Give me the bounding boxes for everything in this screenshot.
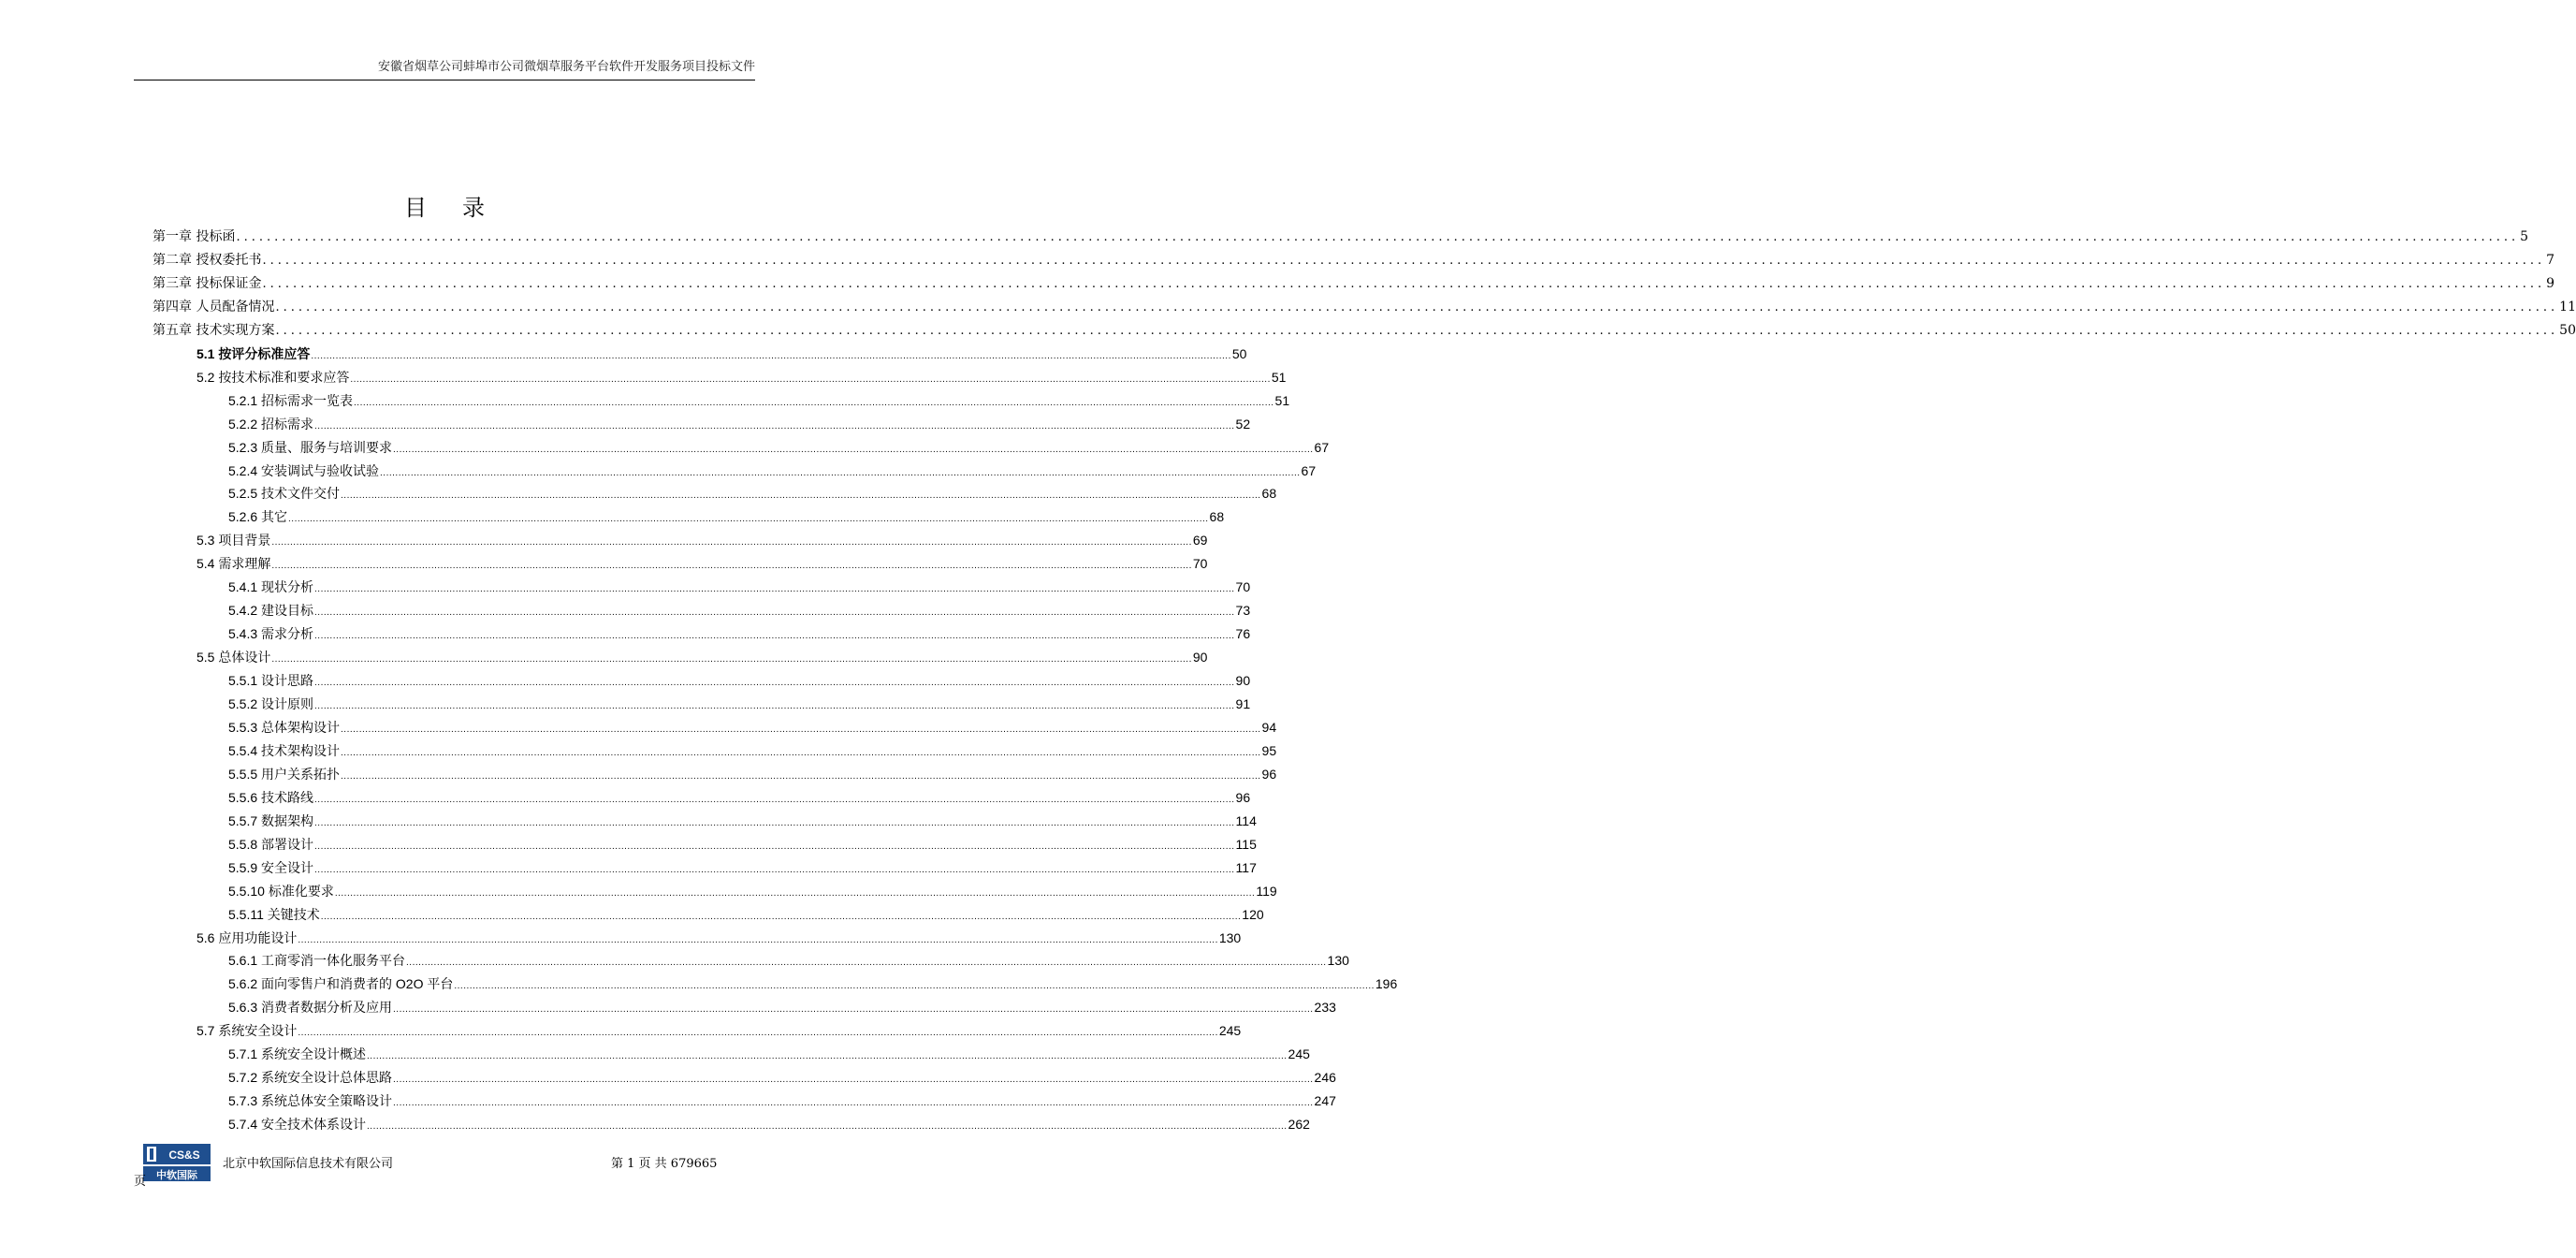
toc-entry-label: 5.2 按技术标准和要求应答 <box>196 369 350 385</box>
toc-entry[interactable] <box>228 1090 1336 1111</box>
toc-entry-label: 5.2.4 安装调试与验收试验 <box>228 462 380 478</box>
toc-leader-dots: ............................................................................................................................................................................................................................................................................................................ <box>275 300 2559 314</box>
toc-entry[interactable] <box>228 623 1251 644</box>
toc-entry-label: 第五章 技术实现方案 <box>153 322 275 338</box>
toc-entry[interactable] <box>228 973 1398 994</box>
toc-leader-dots: ............................................................................................................................................................................................................................................................................................................ <box>314 794 1235 805</box>
toc-leader-dots: ............................................................................................................................................................................................................................................................................................................ <box>367 1121 1288 1133</box>
toc-entry-label: 5.4.3 需求分析 <box>228 626 314 642</box>
toc-leader-dots: ............................................................................................................................................................................................................................................................................................................ <box>271 561 1192 572</box>
footer-page-tail: 页 <box>134 1175 147 1189</box>
toc-leader-dots: ............................................................................................................................................................................................................................................................................................................ <box>236 230 2520 244</box>
toc-entry[interactable] <box>228 694 1251 714</box>
toc-entry[interactable] <box>196 1020 1242 1041</box>
toc-leader-dots: ............................................................................................................................................................................................................................................................................................................ <box>314 631 1235 642</box>
toc-entry-label: 5.5.2 设计原则 <box>228 696 314 711</box>
toc-entry-label: 5.2.5 技术文件交付 <box>228 486 341 502</box>
toc-entry-page: 11 <box>2559 299 2576 314</box>
toc-entry-page: 245 <box>1288 1046 1310 1062</box>
toc-entry-page: 90 <box>1235 673 1251 689</box>
toc-leader-dots: ............................................................................................................................................................................................................................................................................................................ <box>298 1028 1218 1039</box>
toc-entry[interactable] <box>153 227 2529 247</box>
toc-entry[interactable] <box>196 647 1208 667</box>
toc-entry-label: 5.7 系统安全设计 <box>196 1023 298 1039</box>
toc-entry-label: 5.2.6 其它 <box>228 509 288 525</box>
toc-entry-page: 94 <box>1261 719 1277 735</box>
toc-entry-label: 5.1 按评分标准应答 <box>196 345 311 361</box>
toc-entry-page: 91 <box>1235 696 1251 711</box>
toc-entry-page: 9 <box>2546 275 2555 291</box>
toc-leader-dots: ............................................................................................................................................................................................................................................................................................................ <box>341 490 1261 502</box>
toc-leader-dots: ............................................................................................................................................................................................................................................................................................................ <box>454 981 1375 992</box>
toc-entry-label: 第三章 投标保证金 <box>153 275 262 291</box>
toc-entry[interactable] <box>228 950 1349 971</box>
toc-entry-label: 5.2.2 招标需求 <box>228 416 314 432</box>
toc-entry[interactable] <box>228 997 1336 1017</box>
toc-leader-dots: ............................................................................................................................................................................................................................................................................................................ <box>380 467 1301 478</box>
toc-entry-label: 5.5.6 技术路线 <box>228 789 314 805</box>
toc-entry-label: 5.6.2 面向零售户和消费者的 O2O 平台 <box>228 976 454 992</box>
toc-entry[interactable] <box>228 764 1277 784</box>
toc-entry-label: 5.5.5 用户关系拓扑 <box>228 766 341 782</box>
toc-entry-label: 5.5.4 技术架构设计 <box>228 742 341 758</box>
toc-entry-label: 5.4 需求理解 <box>196 556 271 572</box>
toc-entry-label: 第四章 人员配备情况 <box>153 299 275 314</box>
toc-entry-page: 90 <box>1192 650 1208 666</box>
toc-leader-dots: ............................................................................................................................................................................................................................................................................................................ <box>406 958 1327 969</box>
toc-leader-dots: ............................................................................................................................................................................................................................................................................................................ <box>275 323 2559 338</box>
toc-entry-label: 5.5.1 设计思路 <box>228 673 314 689</box>
toc-entry[interactable] <box>228 1067 1336 1088</box>
toc-entry-label: 5.7.1 系统安全设计概述 <box>228 1046 367 1062</box>
toc-leader-dots: ............................................................................................................................................................................................................................................................................................................ <box>393 1004 1314 1016</box>
toc-entry-label: 5.5.8 部署设计 <box>228 836 314 852</box>
toc-entry[interactable] <box>228 461 1317 481</box>
toc-entry-label: 5.4.1 现状分析 <box>228 579 314 595</box>
toc-entry-page: 67 <box>1301 462 1317 478</box>
toc-entry-page: 70 <box>1235 579 1251 595</box>
toc-leader-dots: ............................................................................................................................................................................................................................................................................................................ <box>314 584 1235 595</box>
toc-entry[interactable] <box>153 297 2576 317</box>
toc-leader-dots: ............................................................................................................................................................................................................................................................................................................ <box>271 654 1192 666</box>
toc-entry-label: 5.5 总体设计 <box>196 650 271 666</box>
page-header <box>134 56 755 80</box>
toc-entry[interactable] <box>228 787 1251 808</box>
toc-leader-dots: ............................................................................................................................................................................................................................................................................................................ <box>298 934 1218 945</box>
toc-entry-label: 5.7.3 系统总体安全策略设计 <box>228 1093 393 1109</box>
page-footer <box>134 1144 755 1189</box>
toc-entry[interactable] <box>196 530 1208 550</box>
toc-entry-label: 5.7.4 安全技术体系设计 <box>228 1117 367 1133</box>
toc-entry-label: 5.5.7 数据架构 <box>228 812 314 828</box>
header-text: 安徽省烟草公司蚌埠市公司微烟草服务平台软件开发服务项目投标文件 <box>377 60 755 74</box>
toc-entry[interactable] <box>228 811 1257 831</box>
toc-entry-page: 233 <box>1314 1000 1336 1016</box>
toc-entry-page: 262 <box>1288 1117 1310 1133</box>
toc-entry-label: 第二章 授权委托书 <box>153 252 262 268</box>
toc-leader-dots: ............................................................................................................................................................................................................................................................................................................ <box>314 864 1235 875</box>
toc-entry[interactable] <box>228 414 1251 434</box>
footer-page-info: 第 1 页 共 679665 <box>611 1157 718 1171</box>
toc-entry[interactable] <box>228 577 1251 597</box>
toc-entry-label: 5.5.9 安全设计 <box>228 859 314 875</box>
toc-entry-page: 130 <box>1327 953 1349 969</box>
toc-leader-dots: ............................................................................................................................................................................................................................................................................................................ <box>314 817 1235 828</box>
toc-entry-label: 5.2.1 招标需求一览表 <box>228 392 354 408</box>
toc-entry-page: 76 <box>1235 626 1251 642</box>
toc-entry-label: 5.5.10 标准化要求 <box>228 883 334 899</box>
toc-entry-label: 5.6 应用功能设计 <box>196 929 298 945</box>
toc-leader-dots: ............................................................................................................................................................................................................................................................................................................ <box>320 911 1242 922</box>
toc-entry[interactable] <box>196 928 1242 948</box>
toc-entry[interactable] <box>228 437 1330 458</box>
toc-entry[interactable] <box>196 553 1208 574</box>
toc-entry-page: 96 <box>1235 789 1251 805</box>
toc-entry-page: 70 <box>1192 556 1208 572</box>
toc-entry-label: 5.7.2 系统安全设计总体思路 <box>228 1070 393 1086</box>
toc-entry[interactable] <box>153 273 2555 294</box>
toc-entry-page: 115 <box>1235 836 1257 852</box>
toc-entry[interactable] <box>228 670 1251 691</box>
toc-entry-page: 246 <box>1314 1070 1336 1086</box>
toc-leader-dots: ............................................................................................................................................................................................................................................................................................................ <box>314 420 1235 432</box>
toc-leader-dots: ............................................................................................................................................................................................................................................................................................................ <box>393 1098 1314 1109</box>
toc-entry[interactable] <box>228 834 1257 855</box>
toc-entry-label: 5.3 项目背景 <box>196 533 271 549</box>
toc-entry[interactable] <box>196 344 1247 364</box>
toc-entry[interactable] <box>228 600 1251 621</box>
toc-entry-page: 196 <box>1375 976 1398 992</box>
toc-entry-page: 119 <box>1256 883 1277 899</box>
toc-leader-dots: ............................................................................................................................................................................................................................................................................................................ <box>367 1051 1288 1062</box>
toc-entry-page: 95 <box>1261 742 1277 758</box>
toc-leader-dots: ............................................................................................................................................................................................................................................................................................................ <box>341 747 1261 758</box>
toc-entry-page: 130 <box>1218 929 1242 945</box>
toc-entry[interactable] <box>196 367 1287 388</box>
toc-leader-dots: ............................................................................................................................................................................................................................................................................................................ <box>334 887 1256 899</box>
toc-leader-dots: ............................................................................................................................................................................................................................................................................................................ <box>314 607 1235 619</box>
logo-text-bottom: 中软国际 <box>156 1169 197 1181</box>
toc-entry-page: 96 <box>1261 766 1277 782</box>
toc-entry-label: 第一章 投标函 <box>153 229 236 244</box>
logo-text-top: CS&S <box>168 1148 200 1162</box>
toc-entry-label: 5.6.1 工商零消一体化服务平台 <box>228 953 406 969</box>
toc-entry-page: 50 <box>2559 322 2576 338</box>
toc-entry[interactable] <box>228 881 1277 901</box>
toc-entry[interactable] <box>228 1044 1310 1064</box>
toc-leader-dots: ............................................................................................................................................................................................................................................................................................................ <box>262 253 2546 268</box>
toc-entry[interactable] <box>153 250 2555 271</box>
toc-entry-page: 52 <box>1235 416 1251 432</box>
toc-entry[interactable] <box>228 390 1290 411</box>
toc-entry-page: 245 <box>1218 1023 1242 1039</box>
toc-entry-page: 68 <box>1209 509 1225 525</box>
footer-company: 北京中软国际信息技术有限公司 <box>223 1157 394 1171</box>
toc-entry-page: 67 <box>1314 439 1330 455</box>
toc-entry[interactable] <box>153 320 2576 341</box>
page-title: 目录 <box>404 195 520 221</box>
toc-entry-page: 68 <box>1261 486 1277 502</box>
toc-entry[interactable] <box>228 1114 1310 1134</box>
toc-entry-page: 5 <box>2520 229 2529 244</box>
toc-leader-dots: ............................................................................................................................................................................................................................................................................................................ <box>354 397 1274 408</box>
toc-leader-dots: ............................................................................................................................................................................................................................................................................................................ <box>314 678 1235 689</box>
toc-leader-dots: ............................................................................................................................................................................................................................................................................................................ <box>350 373 1271 385</box>
toc-entry-page: 69 <box>1192 533 1208 549</box>
toc-entry-page: 247 <box>1314 1093 1336 1109</box>
toc-entry[interactable] <box>228 857 1257 878</box>
toc-entry-page: 73 <box>1235 603 1251 619</box>
toc-entry-page: 120 <box>1242 906 1264 922</box>
toc-entry[interactable] <box>228 483 1277 504</box>
toc-leader-dots: ............................................................................................................................................................................................................................................................................................................ <box>393 1075 1314 1086</box>
toc-entry-label: 5.6.3 消费者数据分析及应用 <box>228 1000 393 1016</box>
toc-leader-dots: ............................................................................................................................................................................................................................................................................................................ <box>311 350 1231 361</box>
toc-entry-page: 51 <box>1274 392 1290 408</box>
toc-entry-label: 5.5.11 关键技术 <box>228 906 320 922</box>
company-logo-icon <box>143 1144 211 1181</box>
toc-leader-dots: ............................................................................................................................................................................................................................................................................................................ <box>271 537 1192 549</box>
toc-entry-label: 5.4.2 建设目标 <box>228 603 314 619</box>
toc-entry-page: 117 <box>1235 859 1257 875</box>
toc-entry[interactable] <box>228 717 1277 738</box>
toc-leader-dots: ............................................................................................................................................................................................................................................................................................................ <box>288 514 1209 525</box>
toc-leader-dots: ............................................................................................................................................................................................................................................................................................................ <box>314 841 1235 852</box>
toc-entry-label: 5.5.3 总体架构设计 <box>228 719 341 735</box>
toc-leader-dots: ............................................................................................................................................................................................................................................................................................................ <box>341 724 1261 735</box>
toc-entry[interactable] <box>228 740 1277 761</box>
toc-entry-page: 114 <box>1235 812 1257 828</box>
toc-entry-page: 51 <box>1271 369 1287 385</box>
toc-leader-dots: ............................................................................................................................................................................................................................................................................................................ <box>262 276 2546 291</box>
toc-entry-page: 50 <box>1231 345 1247 361</box>
toc-leader-dots: ............................................................................................................................................................................................................................................................................................................ <box>341 770 1261 782</box>
toc-entry[interactable] <box>228 904 1264 925</box>
toc-entry-label: 5.2.3 质量、服务与培训要求 <box>228 439 393 455</box>
toc-leader-dots: ............................................................................................................................................................................................................................................................................................................ <box>393 444 1314 455</box>
toc-entry[interactable] <box>228 506 1225 527</box>
toc-entry-page: 7 <box>2546 252 2555 268</box>
toc-leader-dots: ............................................................................................................................................................................................................................................................................................................ <box>314 701 1235 711</box>
